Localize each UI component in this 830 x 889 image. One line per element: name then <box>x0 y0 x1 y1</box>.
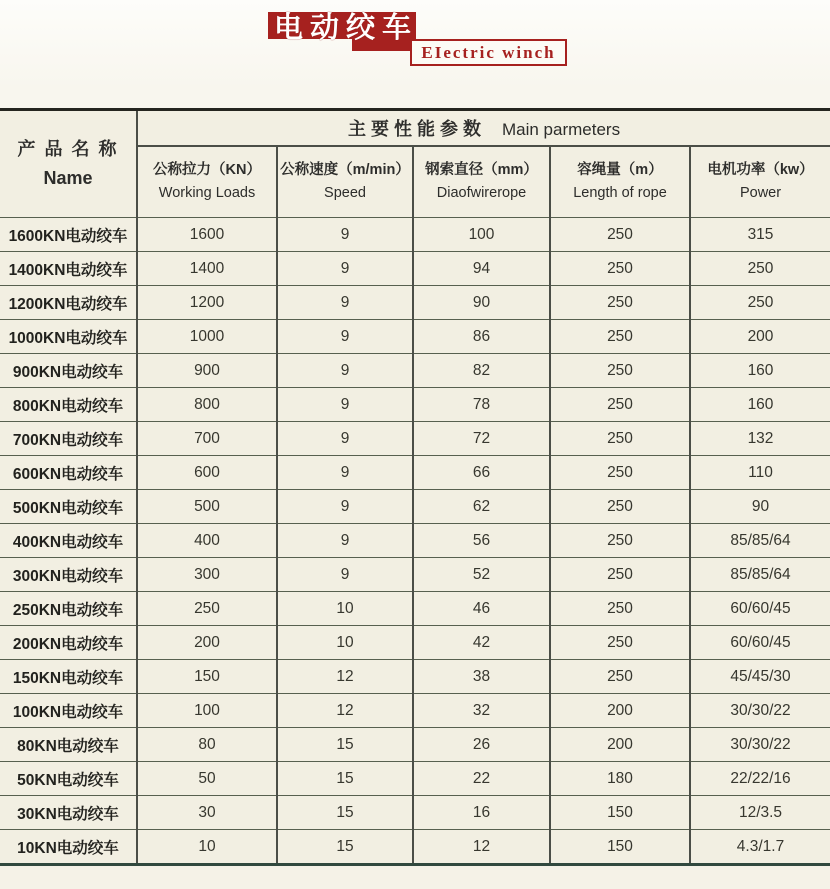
table-row <box>0 694 830 728</box>
page-title-english: EIectric winch <box>410 39 567 66</box>
value-cell: 15 <box>277 762 413 796</box>
value-cell: 250 <box>690 286 830 320</box>
value-cell: 30/30/22 <box>690 694 830 728</box>
product-name-cell: 400KN电动绞车 <box>0 524 137 558</box>
table-row <box>0 456 830 490</box>
value-cell: 30 <box>137 796 277 830</box>
product-name-cell: 900KN电动绞车 <box>0 354 137 388</box>
value-cell: 9 <box>277 354 413 388</box>
main-parameters-header <box>137 110 830 147</box>
table-row <box>0 388 830 422</box>
product-name-cell: 100KN电动绞车 <box>0 694 137 728</box>
value-cell: 900 <box>137 354 277 388</box>
table-row <box>0 626 830 660</box>
value-cell: 12 <box>277 660 413 694</box>
table-row <box>0 830 830 865</box>
value-cell: 22 <box>413 762 550 796</box>
value-cell: 1600 <box>137 218 277 252</box>
value-cell: 85/85/64 <box>690 558 830 592</box>
product-name-cell: 1400KN电动绞车 <box>0 252 137 286</box>
value-cell: 90 <box>690 490 830 524</box>
value-cell: 250 <box>550 354 690 388</box>
table-row <box>0 660 830 694</box>
value-cell: 700 <box>137 422 277 456</box>
product-name-cell: 150KN电动绞车 <box>0 660 137 694</box>
value-cell: 85/85/64 <box>690 524 830 558</box>
value-cell: 150 <box>137 660 277 694</box>
value-cell: 250 <box>550 218 690 252</box>
value-cell: 200 <box>550 728 690 762</box>
value-cell: 180 <box>550 762 690 796</box>
value-cell: 250 <box>550 388 690 422</box>
value-cell: 42 <box>413 626 550 660</box>
value-cell: 12 <box>277 694 413 728</box>
value-cell: 80 <box>137 728 277 762</box>
column-header-cn: 容绳量（m） <box>577 161 663 178</box>
value-cell: 30/30/22 <box>690 728 830 762</box>
value-cell: 132 <box>690 422 830 456</box>
table-row <box>0 252 830 286</box>
table-row <box>0 354 830 388</box>
value-cell: 46 <box>413 592 550 626</box>
value-cell: 250 <box>550 592 690 626</box>
product-name-cell: 700KN电动绞车 <box>0 422 137 456</box>
value-cell: 52 <box>413 558 550 592</box>
product-name-cell: 1600KN电动绞车 <box>0 218 137 252</box>
value-cell: 82 <box>413 354 550 388</box>
value-cell: 9 <box>277 388 413 422</box>
value-cell: 9 <box>277 252 413 286</box>
column-header-en: Working Loads <box>158 185 256 201</box>
value-cell: 9 <box>277 286 413 320</box>
column-header-cn: 公称拉力（KN） <box>153 161 261 178</box>
value-cell: 9 <box>277 422 413 456</box>
column-header-en: Speed <box>324 185 366 201</box>
table-row <box>0 490 830 524</box>
value-cell: 9 <box>277 524 413 558</box>
value-cell: 600 <box>137 456 277 490</box>
value-cell: 400 <box>137 524 277 558</box>
product-name-cell: 1200KN电动绞车 <box>0 286 137 320</box>
value-cell: 160 <box>690 354 830 388</box>
value-cell: 250 <box>690 252 830 286</box>
value-cell: 10 <box>277 592 413 626</box>
value-cell: 800 <box>137 388 277 422</box>
value-cell: 72 <box>413 422 550 456</box>
value-cell: 26 <box>413 728 550 762</box>
product-name-cell: 80KN电动绞车 <box>0 728 137 762</box>
product-name-cell: 500KN电动绞车 <box>0 490 137 524</box>
value-cell: 60/60/45 <box>690 592 830 626</box>
value-cell: 15 <box>277 830 413 865</box>
product-name-cell: 50KN电动绞车 <box>0 762 137 796</box>
value-cell: 9 <box>277 490 413 524</box>
value-cell: 66 <box>413 456 550 490</box>
product-name-header-cn: 产 品 名 称 <box>17 139 119 160</box>
table-body <box>0 218 830 865</box>
value-cell: 90 <box>413 286 550 320</box>
value-cell: 250 <box>550 286 690 320</box>
main-parameters-header-cn: 主 要 性 能 参 数 <box>347 119 481 139</box>
value-cell: 15 <box>277 728 413 762</box>
value-cell: 38 <box>413 660 550 694</box>
value-cell: 250 <box>550 320 690 354</box>
value-cell: 86 <box>413 320 550 354</box>
spec-table <box>0 108 830 866</box>
product-name-cell: 1000KN电动绞车 <box>0 320 137 354</box>
value-cell: 56 <box>413 524 550 558</box>
column-header-cn: 钢索直径（mm） <box>425 161 538 178</box>
value-cell: 62 <box>413 490 550 524</box>
value-cell: 250 <box>550 456 690 490</box>
value-cell: 250 <box>550 524 690 558</box>
value-cell: 250 <box>550 626 690 660</box>
product-name-cell: 200KN电动绞车 <box>0 626 137 660</box>
value-cell: 250 <box>550 558 690 592</box>
value-cell: 315 <box>690 218 830 252</box>
value-cell: 250 <box>550 422 690 456</box>
value-cell: 150 <box>550 796 690 830</box>
main-header-row <box>0 110 830 147</box>
value-cell: 150 <box>550 830 690 865</box>
column-header-en: Diaofwirerope <box>436 185 527 201</box>
value-cell: 94 <box>413 252 550 286</box>
table-row <box>0 728 830 762</box>
column-header-speed <box>277 146 413 218</box>
product-name-header <box>0 110 137 218</box>
table-row <box>0 218 830 252</box>
value-cell: 200 <box>137 626 277 660</box>
column-header-power <box>690 146 830 218</box>
product-name-header-en: Name <box>43 168 93 188</box>
value-cell: 1400 <box>137 252 277 286</box>
table-row <box>0 796 830 830</box>
value-cell: 250 <box>550 490 690 524</box>
main-parameters-header-en: Main parmeters <box>501 120 621 139</box>
value-cell: 12/3.5 <box>690 796 830 830</box>
value-cell: 500 <box>137 490 277 524</box>
value-cell: 9 <box>277 558 413 592</box>
column-header-en: Length of rope <box>573 185 667 201</box>
column-header-rope-length <box>550 146 690 218</box>
value-cell: 250 <box>137 592 277 626</box>
column-header-en: Power <box>739 185 782 201</box>
page-title-chinese: 电动绞车 <box>274 12 419 44</box>
value-cell: 50 <box>137 762 277 796</box>
product-name-cell: 600KN电动绞车 <box>0 456 137 490</box>
page-header <box>0 0 830 108</box>
value-cell: 100 <box>137 694 277 728</box>
value-cell: 100 <box>413 218 550 252</box>
value-cell: 250 <box>550 660 690 694</box>
column-header-working-loads <box>137 146 277 218</box>
product-name-cell: 800KN电动绞车 <box>0 388 137 422</box>
column-header-wire-diameter <box>413 146 550 218</box>
product-name-cell: 250KN电动绞车 <box>0 592 137 626</box>
value-cell: 45/45/30 <box>690 660 830 694</box>
table-row <box>0 320 830 354</box>
value-cell: 110 <box>690 456 830 490</box>
value-cell: 200 <box>690 320 830 354</box>
value-cell: 32 <box>413 694 550 728</box>
value-cell: 60/60/45 <box>690 626 830 660</box>
value-cell: 1200 <box>137 286 277 320</box>
product-name-cell: 300KN电动绞车 <box>0 558 137 592</box>
table-row <box>0 422 830 456</box>
value-cell: 15 <box>277 796 413 830</box>
value-cell: 9 <box>277 456 413 490</box>
value-cell: 78 <box>413 388 550 422</box>
value-cell: 200 <box>550 694 690 728</box>
table-row <box>0 286 830 320</box>
value-cell: 10 <box>277 626 413 660</box>
value-cell: 160 <box>690 388 830 422</box>
value-cell: 10 <box>137 830 277 865</box>
value-cell: 4.3/1.7 <box>690 830 830 865</box>
column-header-cn: 公称速度（m/min） <box>280 161 410 178</box>
value-cell: 300 <box>137 558 277 592</box>
value-cell: 1000 <box>137 320 277 354</box>
table-row <box>0 558 830 592</box>
table-row <box>0 762 830 796</box>
table-row <box>0 592 830 626</box>
table-row <box>0 524 830 558</box>
value-cell: 16 <box>413 796 550 830</box>
value-cell: 9 <box>277 218 413 252</box>
value-cell: 250 <box>550 252 690 286</box>
table-header <box>0 110 830 218</box>
value-cell: 22/22/16 <box>690 762 830 796</box>
value-cell: 9 <box>277 320 413 354</box>
column-header-cn: 电机功率（kw） <box>707 161 814 178</box>
product-name-cell: 30KN电动绞车 <box>0 796 137 830</box>
value-cell: 12 <box>413 830 550 865</box>
product-name-cell: 10KN电动绞车 <box>0 830 137 865</box>
